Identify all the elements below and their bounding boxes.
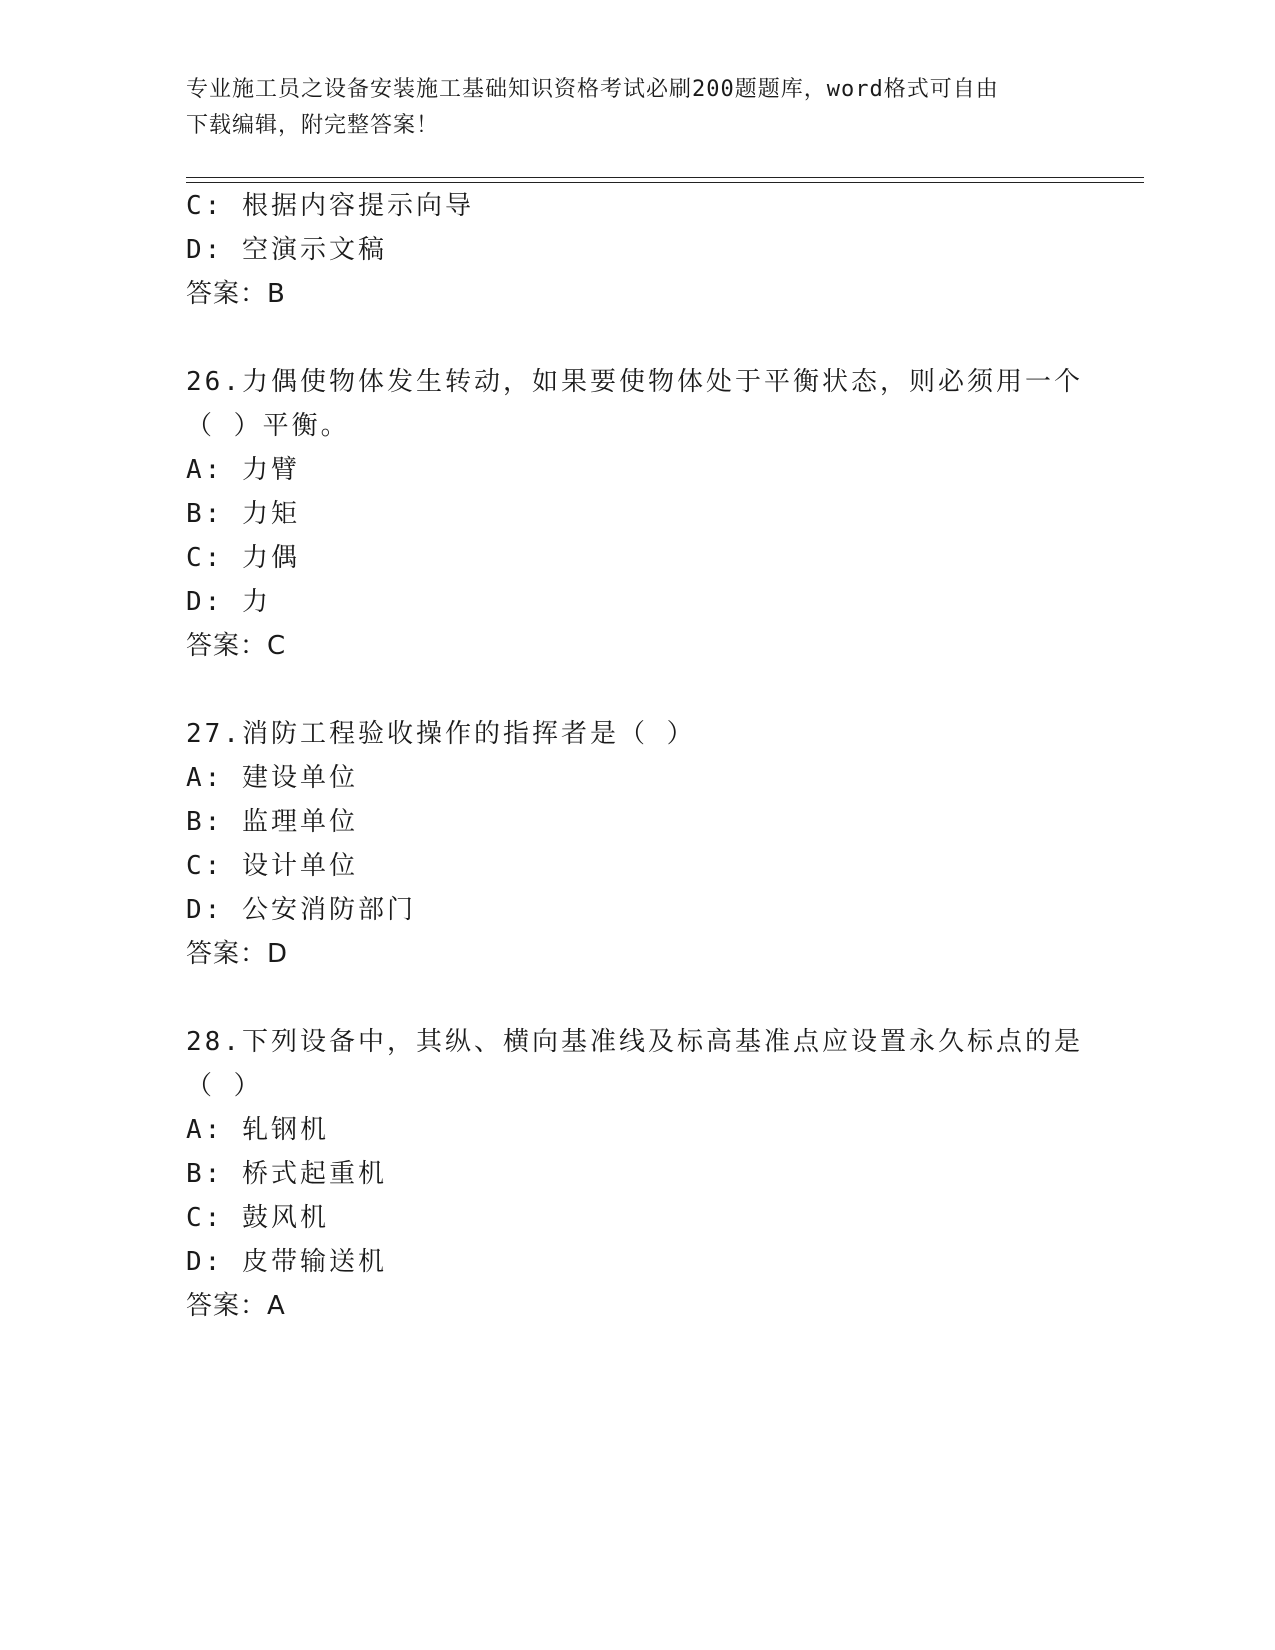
- q28-stem-line2: （ ）: [186, 1071, 263, 1101]
- q26-option-c: C: 力偶: [186, 543, 300, 573]
- prev-option-c: C: 根据内容提示向导: [186, 191, 474, 221]
- prev-answer: 答案：B: [186, 279, 286, 309]
- q28-option-d: D: 皮带输送机: [186, 1247, 387, 1277]
- header-line-1: 专业施工员之设备安装施工基础知识资格考试必刷200题题库，word格式可自由: [186, 77, 999, 102]
- q28-option-b: B: 桥式起重机: [186, 1159, 387, 1189]
- q28-stem-line1: 28.下列设备中，其纵、横向基准线及标高基准点应设置永久标点的是: [186, 1027, 1083, 1057]
- q27-answer: 答案：D: [186, 939, 289, 969]
- q27-option-d: D: 公安消防部门: [186, 895, 416, 925]
- q26-answer: 答案：C: [186, 631, 287, 661]
- q27-option-a: A: 建设单位: [186, 763, 358, 793]
- document-header: [186, 72, 1086, 144]
- q26-stem-line1: 26.力偶使物体发生转动，如果要使物体处于平衡状态，则必须用一个: [186, 367, 1083, 397]
- q26-option-b: B: 力矩: [186, 499, 300, 529]
- header-line-2: 下载编辑，附完整答案！: [186, 113, 440, 138]
- q28-answer: 答案：A: [186, 1291, 286, 1321]
- q28-option-c: C: 鼓风机: [186, 1203, 329, 1233]
- q27-stem-line1: 27.消防工程验收操作的指挥者是（ ）: [186, 719, 696, 749]
- header-divider-bottom: [186, 182, 1144, 183]
- header-divider-top: [186, 177, 1144, 178]
- prev-option-d: D: 空演示文稿: [186, 235, 387, 265]
- q27-option-b: B: 监理单位: [186, 807, 358, 837]
- q26-option-a: A: 力臂: [186, 455, 300, 485]
- q27-option-c: C: 设计单位: [186, 851, 358, 881]
- q26-stem-line2: （ ）平衡。: [186, 411, 350, 441]
- q26-option-d: D: 力: [186, 587, 271, 617]
- q28-option-a: A: 轧钢机: [186, 1115, 329, 1145]
